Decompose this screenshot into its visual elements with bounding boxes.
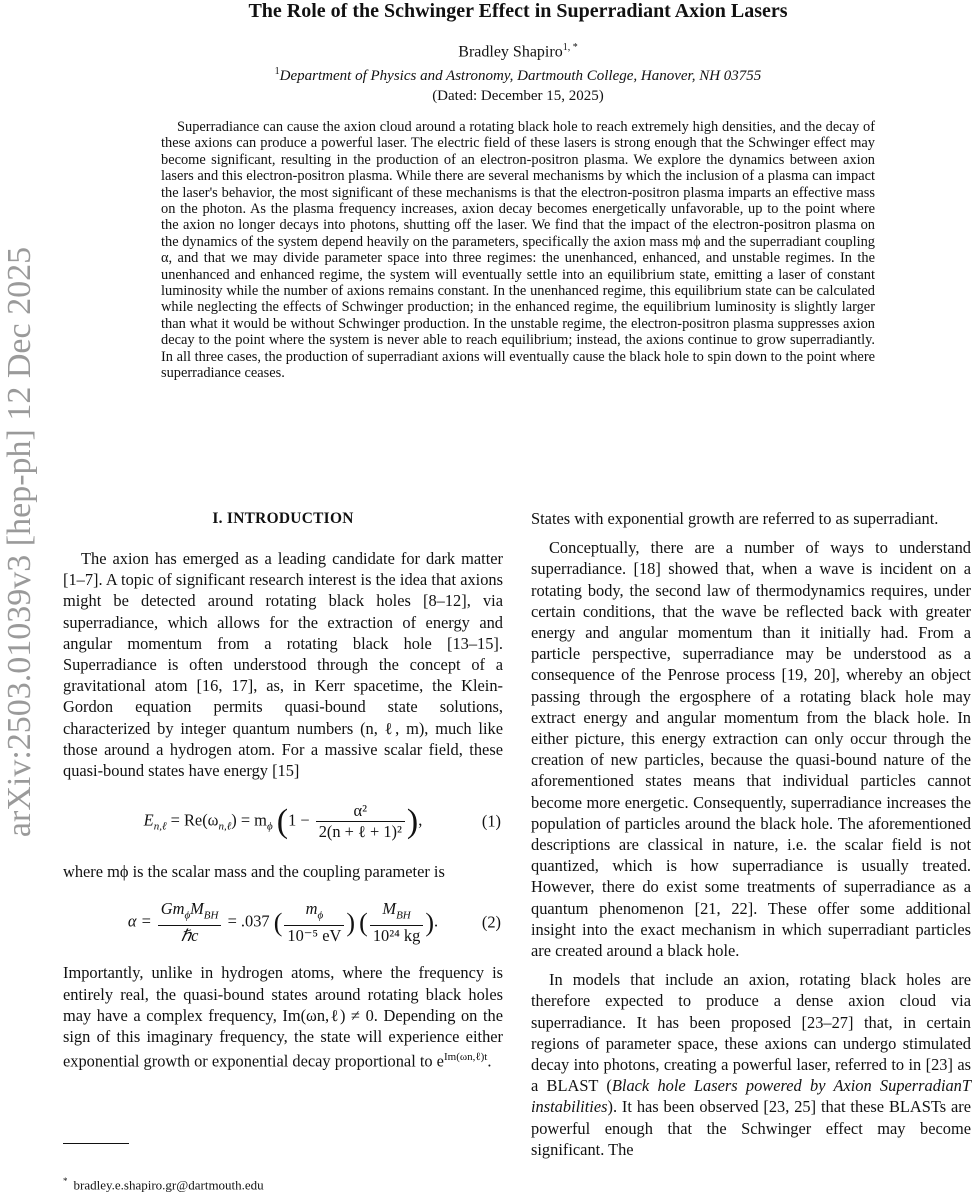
eq1-re: = Re(ω (170, 810, 219, 829)
arxiv-identifier-stamp: arXiv:2503.01039v3 [hep-ph] 12 Dec 2025 (1, 246, 38, 838)
paper-title: The Role of the Schwinger Effect in Superradiant Axion Lasers (248, 0, 788, 22)
footnote-email[interactable]: bradley.e.shapiro.gr@dartmouth.edu (73, 1177, 264, 1193)
eq2-f2-num: m (305, 898, 318, 918)
intro-paragraph-2: where mϕ is the scalar mass and the coupling parameter is (63, 862, 445, 882)
affiliation-line (0, 66, 973, 85)
right-column (531, 508, 971, 1160)
intro-paragraph-3-text: Importantly, unlike in hydrogen atoms, where the frequency is entirely real, the quasi-bound states around rotating black holes may have a complex frequency, Im(ωn,ℓ) ≠ 0. Depending on the sign of this imaginary frequency, the state will experience either exponential growth or exponential decay proportional to e (63, 963, 503, 1071)
eq2-paren-close-2: ) (425, 907, 434, 937)
author-name: Bradley Shapiro (458, 43, 563, 61)
eq2-f1-num: Gm (160, 898, 185, 918)
eq2-f1-num-tail: M (190, 898, 204, 918)
affiliation-mark: 1 (274, 66, 280, 77)
abstract: Superradiance can cause the axion cloud around a rotating black hole to reach extremely high densities, and the decay of these axions can produce a powerful laser. The electric field of these lasers is strong enough that the Schwinger effect may become significant, resulting in the production of an electron-positron plasma. We explore the dynamics between axion lasers and this electron-positron plasma. While there are several mechanisms by which the inclusion of a plasma can impact the laser's behavior, the most significant of these mechanisms is that the electron-positron plasma imparts an effective mass on the photon. As the plasma frequency increases, axion decay becomes energetically unfavorable, up to the point where the axion no longer decays into photons, shutting off the laser. We find that the impact of the electron-positron plasma on the dynamics of the system depend heavily on the parameters, specifically the axion mass mϕ and the superradiant coupling α, and that we may divide parameter space into three regimes: the unenhanced, enhanced, and unstable regimes. In the unenhanced and enhanced regime, the system will eventually settle into an equilibrium state, emitting a laser of constant luminosity while the number of axions remains constant. In the unenhanced regime, this equilibrium state can be calculated while neglecting the effects of Schwinger production; in the enhanced regime, the equilibrium luminosity is slightly larger than what it would be without Schwinger production. In the unstable regime, the electron-positron plasma suppresses axion decay to the point where the system is never able to reach equilibrium; instead, the axions continue to grow superradiantly. In all three cases, the production of superradiant axions will eventually cause the black hole to spin down to the point where superradiance ceases. (161, 119, 875, 382)
author-line (0, 42, 973, 61)
section-heading-introduction: I. INTRODUCTION (212, 510, 354, 527)
eq2-f2-num-sub: ϕ (317, 909, 324, 922)
eq2-paren-open-1: ( (273, 907, 283, 937)
eq2-paren-open-2: ( (359, 907, 368, 937)
footnote-mark: * (63, 1176, 68, 1186)
eq1-eq-m: ) = m (231, 810, 267, 829)
eq1-numerator: α² (316, 801, 405, 822)
date-line: (Dated: December 15, 2025) (432, 88, 604, 104)
eq2-f3-num-sub: BH (396, 909, 411, 922)
eq2-f1-den: ℏc (180, 926, 199, 946)
footnote (63, 1176, 503, 1193)
eq2-tail: . (434, 911, 439, 931)
intro-paragraph-3-end: . (487, 1051, 492, 1071)
eq1-tail: , (418, 810, 423, 829)
eq1-re-sub: n,ℓ (218, 820, 232, 833)
eq2-paren-close-1: ) (346, 907, 356, 937)
right-paragraph-0: States with exponential growth are referred to as superradiant. (531, 509, 939, 528)
eq2-f1-num-sub: ϕ (184, 909, 191, 922)
intro-paragraph-3-exponent: Im(ωn,ℓ)t (443, 1051, 488, 1064)
eq2-fraction-1 (158, 899, 222, 946)
eq1-lhs-sub: n,ℓ (153, 820, 167, 833)
right-paragraph-2 (531, 969, 971, 1160)
right-paragraph-2-b: ). It has been observed [23, 25] that these BLASTs are powerful enough that the Schwinger effect may become significant. The (531, 1097, 971, 1159)
left-column (63, 508, 503, 1072)
equation-2-number: (2) (481, 912, 501, 932)
eq2-f3-den: 10²⁴ kg (372, 926, 421, 946)
equation-2 (63, 894, 503, 950)
equation-1-body (63, 801, 503, 842)
author-marks: 1, * (562, 42, 578, 53)
eq2-fraction-2 (284, 899, 344, 946)
eq1-close-paren: ) (406, 802, 419, 840)
intro-paragraph-3 (63, 962, 503, 1071)
eq1-one-minus: 1 − (288, 810, 310, 829)
affiliation-text: Department of Physics and Astronomy, Dartmouth College, Hanover, NH 03755 (279, 68, 762, 84)
right-paragraph-2-italic: Black hole Lasers powered by Axion SuperradianT instabilities (531, 1076, 971, 1117)
eq2-lhs: α = (127, 911, 152, 931)
right-paragraph-1: Conceptually, there are a number of ways to understand superradiance. [18] showed that, when a wave is incident on a rotating body, the second law of thermodynamics requires, under certain conditions, that the wave be reflected back with greater energy and angular momentum than it initially had. From a particle perspective, superradiance may be understood as a consequence of the Penrose process [19, 20], whereby an object passing through the ergosphere of a rotating black hole may extract energy and angular momentum from the black hole. In either picture, this energy extraction can only occur through the creation of new particles, because the quasi-bound nature of the aforementioned states means that individual particles cannot become more energetic. Consequently, superradiance increases the population of particles around the black hole. The aforementioned descriptions are classical in nature, i.e. the scalar field is not quantized, which is how superradiance is usually treated. However, there do exist some treatments of superradiance as a quantum phenomenon [21, 22]. These offer some additional insight into the exact mechanism in which superradiant particles are created around a black hole. (531, 538, 971, 961)
eq1-denominator: 2(n + ℓ + 1)² (318, 821, 402, 841)
eq2-fraction-3 (370, 899, 424, 946)
equation-1-number: (1) (481, 811, 501, 831)
eq2-f3-num: M (382, 898, 397, 918)
eq1-lhs: E (143, 810, 154, 829)
eq2-coefficient: = .037 (227, 911, 270, 931)
right-paragraph-2-a: In models that include an axion, rotating black holes are therefore expected to produce a dense axion cloud via superradiance. It has been proposed [23–27] that, in certain regions of parameter space, these axions can undergo stimulated decay into photons, creating a powerful laser, referred to in [23] as a BLAST ( (531, 970, 971, 1096)
equation-2-body (63, 899, 503, 946)
eq1-m-sub: ϕ (266, 820, 273, 833)
footnote-rule (63, 1143, 129, 1144)
eq1-open-paren: ( (276, 802, 289, 840)
eq2-f2-den: 10⁻⁵ eV (287, 926, 342, 946)
intro-paragraph-1: The axion has emerged as a leading candidate for dark matter [1–7]. A topic of significant research interest is the idea that axions might be detected around rotating black holes [8–12], via superradiance, which allows for the extraction of energy and angular momentum from a rotating black hole [13–15]. Superradiance is often understood through the concept of a gravitational atom [16, 17], as, in Kerr spacetime, the Klein-Gordon equation permits quasi-bound state solutions, characterized by integer quantum numbers (n, ℓ, m), much like those around a hydrogen atom. For a massive scalar field, these quasi-bound states have energy [15] (63, 549, 503, 781)
equation-1 (63, 793, 503, 849)
eq1-fraction (316, 801, 405, 842)
eq2-f1-num-sub2: BH (203, 909, 219, 922)
